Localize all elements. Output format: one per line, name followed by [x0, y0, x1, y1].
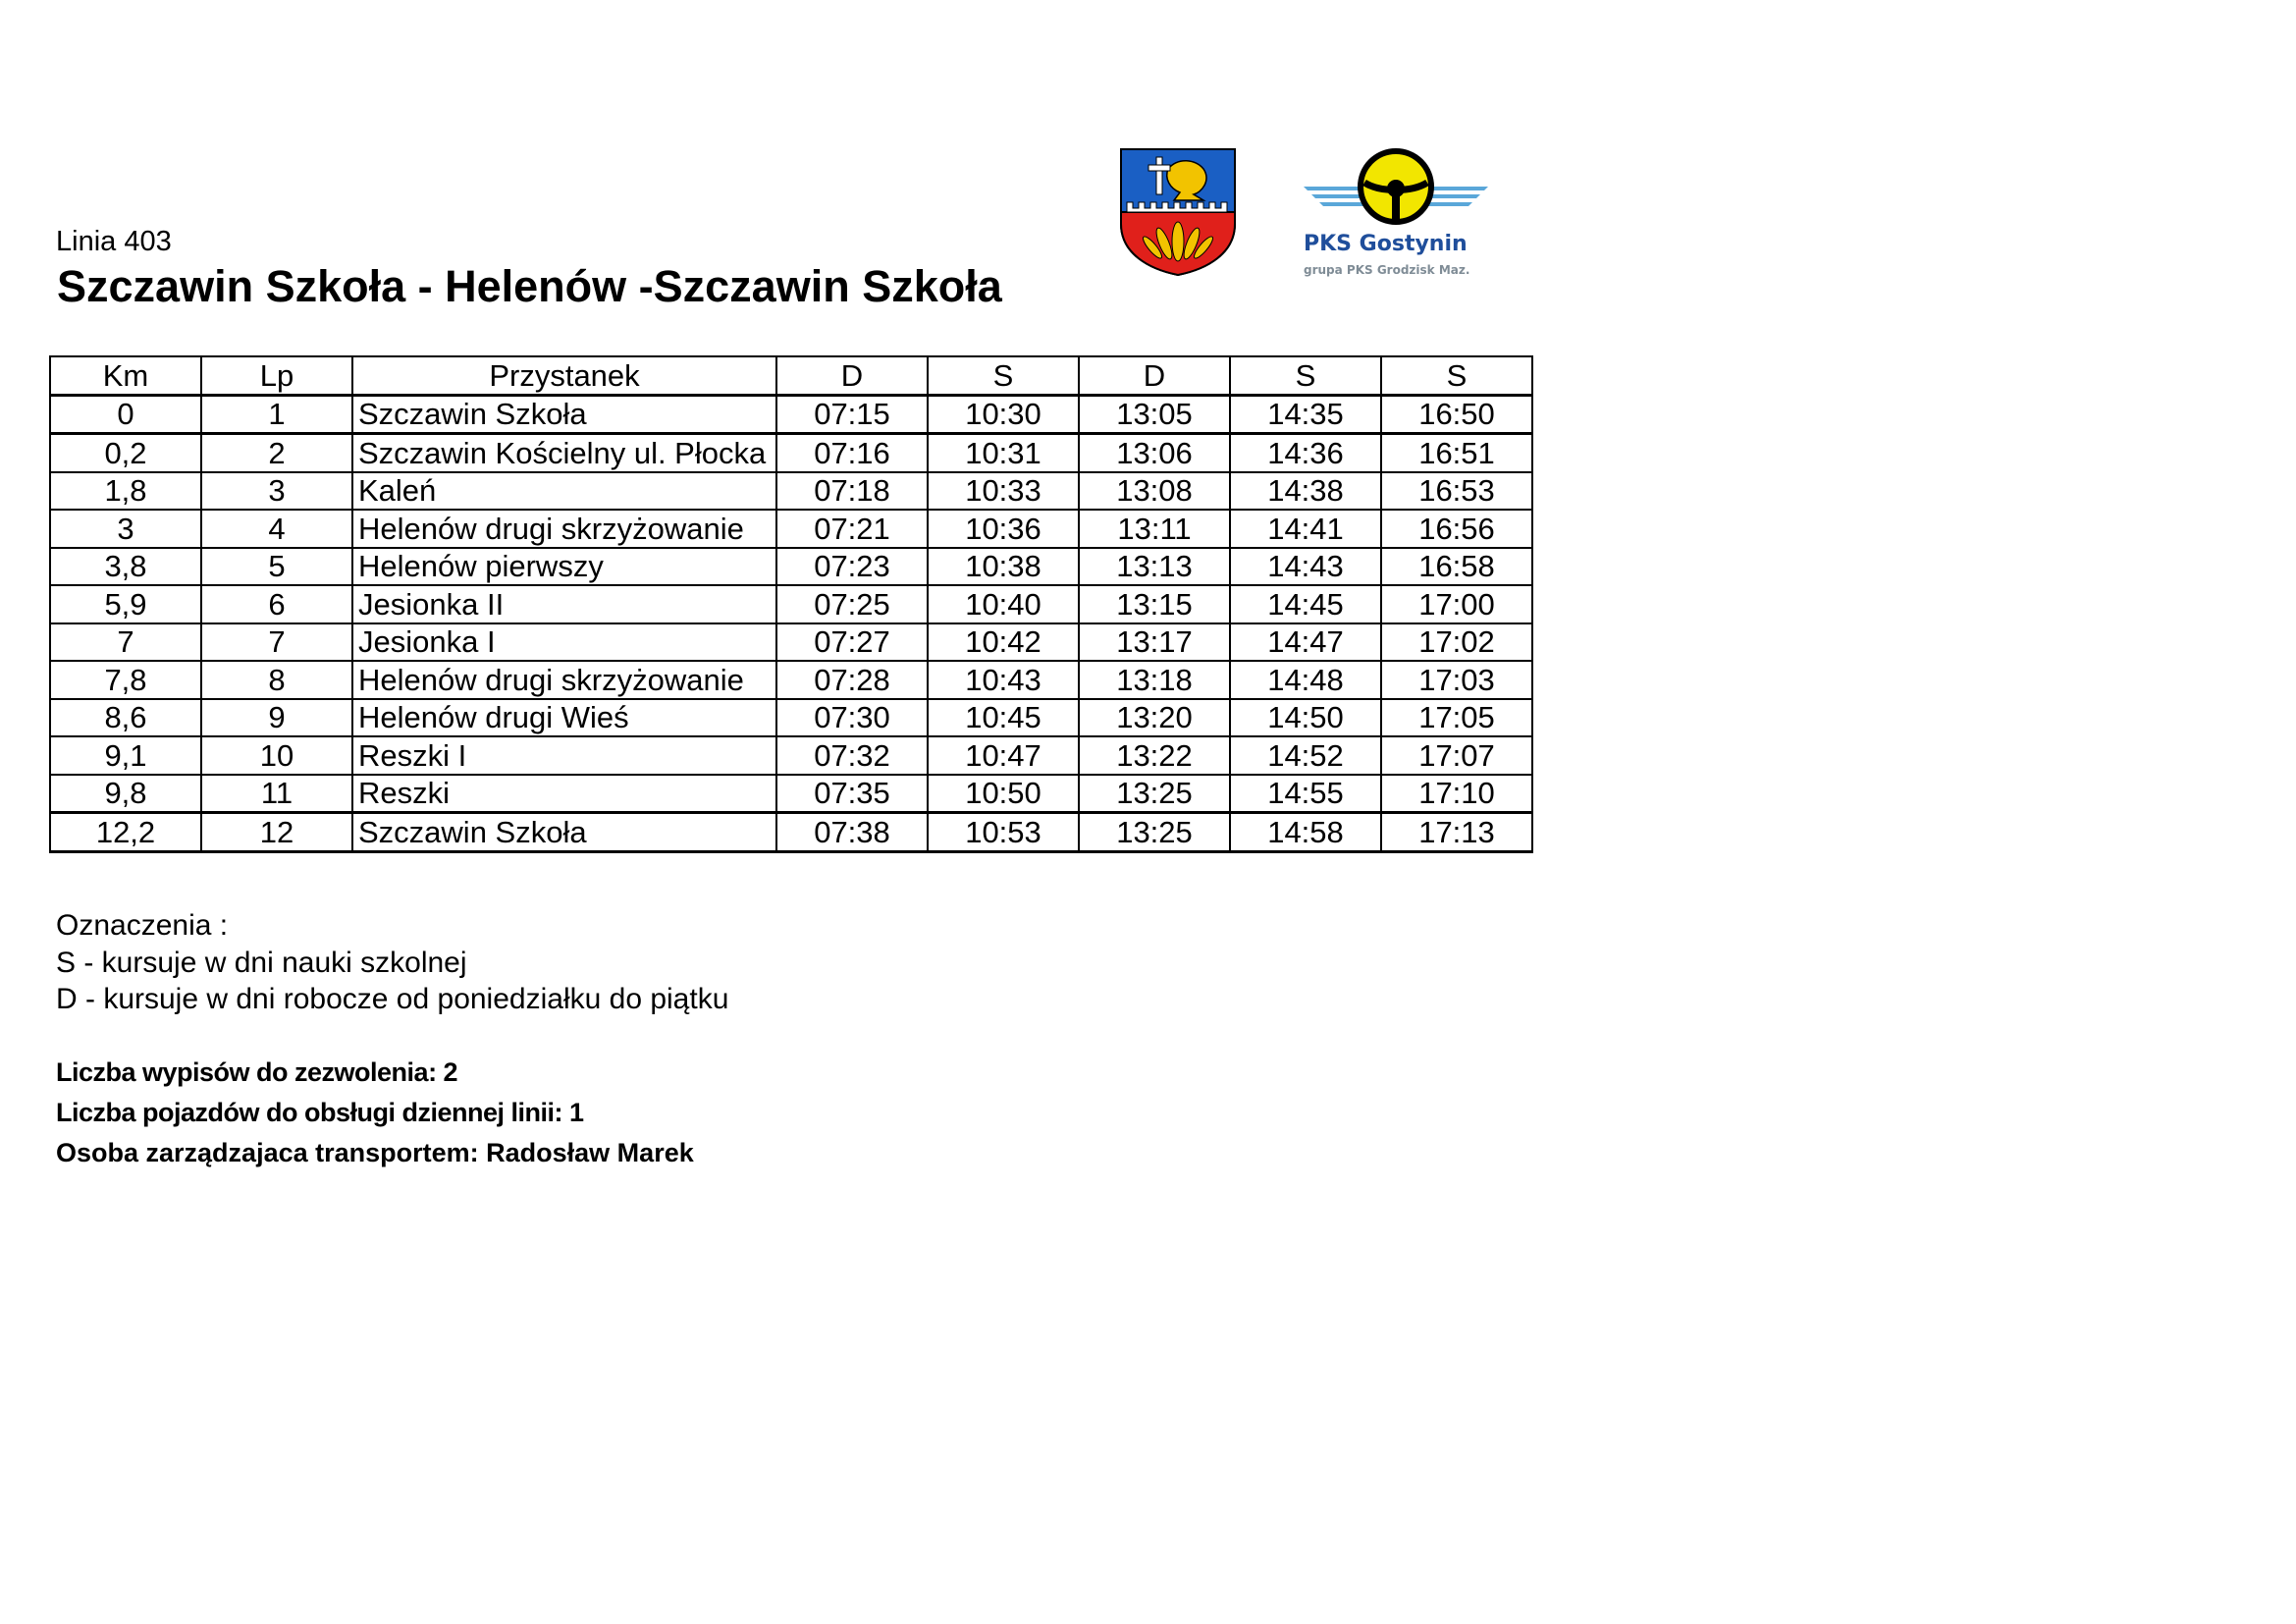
- stop-cell: Reszki: [352, 775, 776, 813]
- time-cell: 07:32: [776, 736, 928, 775]
- time-cell: 10:30: [928, 395, 1079, 434]
- km-cell: 0,2: [50, 434, 201, 472]
- table-row: [50, 395, 1532, 434]
- time-cell: 17:13: [1381, 813, 1532, 852]
- time-cell: 14:55: [1230, 775, 1381, 813]
- vehicles-count: Liczba pojazdów do obsługi dziennej linii: 1: [56, 1098, 584, 1127]
- km-cell: 3: [50, 510, 201, 548]
- stop-cell: Szczawin Kościelny ul. Płocka: [352, 434, 776, 472]
- table-row: [50, 434, 1532, 472]
- stop-cell: Helenów pierwszy: [352, 548, 776, 586]
- stop-cell: Jesionka I: [352, 623, 776, 662]
- lp-cell: 8: [201, 661, 352, 699]
- time-cell: 07:21: [776, 510, 928, 548]
- time-cell: 10:40: [928, 585, 1079, 623]
- km-cell: 1,8: [50, 472, 201, 511]
- lp-cell: 10: [201, 736, 352, 775]
- time-cell: 10:31: [928, 434, 1079, 472]
- lp-cell: 3: [201, 472, 352, 511]
- time-cell: 13:17: [1079, 623, 1230, 662]
- time-cell: 13:11: [1079, 510, 1230, 548]
- time-cell: 10:45: [928, 699, 1079, 737]
- time-cell: 17:00: [1381, 585, 1532, 623]
- route-title: Szczawin Szkoła - Helenów -Szczawin Szkoła: [57, 261, 1002, 311]
- time-cell: 07:28: [776, 661, 928, 699]
- table-row: [50, 699, 1532, 737]
- time-cell: 07:38: [776, 813, 928, 852]
- time-cell: 13:22: [1079, 736, 1230, 775]
- time-cell: 14:36: [1230, 434, 1381, 472]
- km-cell: 0: [50, 395, 201, 434]
- time-cell: 07:25: [776, 585, 928, 623]
- header-run-2: S: [928, 356, 1079, 395]
- legend: [56, 907, 728, 1018]
- legend-d: D - kursuje w dni robocze od poniedziałku do piątku: [56, 983, 729, 1015]
- lp-cell: 11: [201, 775, 352, 813]
- lp-cell: 6: [201, 585, 352, 623]
- km-cell: 12,2: [50, 813, 201, 852]
- line-info: [56, 1053, 694, 1173]
- timetable: [49, 355, 1533, 853]
- table-row: [50, 736, 1532, 775]
- time-cell: 07:16: [776, 434, 928, 472]
- lp-cell: 2: [201, 434, 352, 472]
- lp-cell: 12: [201, 813, 352, 852]
- table-row: [50, 813, 1532, 852]
- time-cell: 13:18: [1079, 661, 1230, 699]
- table-row: [50, 548, 1532, 586]
- time-cell: 17:05: [1381, 699, 1532, 737]
- time-cell: 17:02: [1381, 623, 1532, 662]
- time-cell: 14:50: [1230, 699, 1381, 737]
- lp-cell: 7: [201, 623, 352, 662]
- time-cell: 13:05: [1079, 395, 1230, 434]
- stop-cell: Kaleń: [352, 472, 776, 511]
- km-cell: 9,8: [50, 775, 201, 813]
- stop-cell: Helenów drugi skrzyżowanie: [352, 510, 776, 548]
- km-cell: 7: [50, 623, 201, 662]
- stop-cell: Helenów drugi skrzyżowanie: [352, 661, 776, 699]
- lp-cell: 4: [201, 510, 352, 548]
- km-cell: 5,9: [50, 585, 201, 623]
- time-cell: 10:50: [928, 775, 1079, 813]
- time-cell: 13:06: [1079, 434, 1230, 472]
- pks-gostynin-logo-icon: [1298, 147, 1494, 280]
- stop-cell: Helenów drugi Wieś: [352, 699, 776, 737]
- time-cell: 13:08: [1079, 472, 1230, 511]
- time-cell: 07:35: [776, 775, 928, 813]
- lp-cell: 1: [201, 395, 352, 434]
- stop-cell: Reszki I: [352, 736, 776, 775]
- time-cell: 14:38: [1230, 472, 1381, 511]
- stop-cell: Szczawin Szkoła: [352, 395, 776, 434]
- header-run-4: S: [1230, 356, 1381, 395]
- table-row: [50, 623, 1532, 662]
- header-run-3: D: [1079, 356, 1230, 395]
- time-cell: 14:48: [1230, 661, 1381, 699]
- time-cell: 17:10: [1381, 775, 1532, 813]
- header-run-5: S: [1381, 356, 1532, 395]
- legend-heading: Oznaczenia :: [56, 909, 229, 942]
- time-cell: 13:15: [1079, 585, 1230, 623]
- table-row: [50, 661, 1532, 699]
- header-km: Km: [50, 356, 201, 395]
- time-cell: 16:51: [1381, 434, 1532, 472]
- time-cell: 17:03: [1381, 661, 1532, 699]
- legend-s: S - kursuje w dni nauki szkolnej: [56, 946, 467, 979]
- lp-cell: 9: [201, 699, 352, 737]
- table-header-row: [50, 356, 1532, 395]
- time-cell: 07:30: [776, 699, 928, 737]
- time-cell: 16:56: [1381, 510, 1532, 548]
- stop-cell: Jesionka II: [352, 585, 776, 623]
- km-cell: 8,6: [50, 699, 201, 737]
- lp-cell: 5: [201, 548, 352, 586]
- time-cell: 14:45: [1230, 585, 1381, 623]
- time-cell: 14:58: [1230, 813, 1381, 852]
- time-cell: 13:25: [1079, 813, 1230, 852]
- time-cell: 14:47: [1230, 623, 1381, 662]
- time-cell: 07:15: [776, 395, 928, 434]
- permits-count: Liczba wypisów do zezwolenia: 2: [56, 1057, 458, 1087]
- time-cell: 16:53: [1381, 472, 1532, 511]
- time-cell: 07:27: [776, 623, 928, 662]
- time-cell: 14:52: [1230, 736, 1381, 775]
- time-cell: 13:25: [1079, 775, 1230, 813]
- coat-of-arms-icon: [1119, 147, 1237, 277]
- time-cell: 10:47: [928, 736, 1079, 775]
- km-cell: 3,8: [50, 548, 201, 586]
- time-cell: 14:41: [1230, 510, 1381, 548]
- pks-subtitle: grupa PKS Grodzisk Maz.: [1304, 263, 1470, 277]
- time-cell: 13:20: [1079, 699, 1230, 737]
- time-cell: 17:07: [1381, 736, 1532, 775]
- time-cell: 10:42: [928, 623, 1079, 662]
- transport-manager: Osoba zarządzajaca transportem: Radosław Marek: [56, 1138, 694, 1167]
- time-cell: 16:58: [1381, 548, 1532, 586]
- table-row: [50, 585, 1532, 623]
- header-run-1: D: [776, 356, 928, 395]
- table-row: [50, 510, 1532, 548]
- time-cell: 07:18: [776, 472, 928, 511]
- time-cell: 14:35: [1230, 395, 1381, 434]
- stop-cell: Szczawin Szkoła: [352, 813, 776, 852]
- time-cell: 10:38: [928, 548, 1079, 586]
- time-cell: 13:13: [1079, 548, 1230, 586]
- time-cell: 10:53: [928, 813, 1079, 852]
- time-cell: 14:43: [1230, 548, 1381, 586]
- time-cell: 07:23: [776, 548, 928, 586]
- header-stop: Przystanek: [352, 356, 776, 395]
- time-cell: 16:50: [1381, 395, 1532, 434]
- km-cell: 9,1: [50, 736, 201, 775]
- header-lp: Lp: [201, 356, 352, 395]
- time-cell: 10:33: [928, 472, 1079, 511]
- table-row: [50, 472, 1532, 511]
- km-cell: 7,8: [50, 661, 201, 699]
- time-cell: 10:43: [928, 661, 1079, 699]
- pks-name: PKS Gostynin: [1304, 232, 1468, 256]
- time-cell: 10:36: [928, 510, 1079, 548]
- line-number: Linia 403: [56, 226, 172, 257]
- table-row: [50, 775, 1532, 813]
